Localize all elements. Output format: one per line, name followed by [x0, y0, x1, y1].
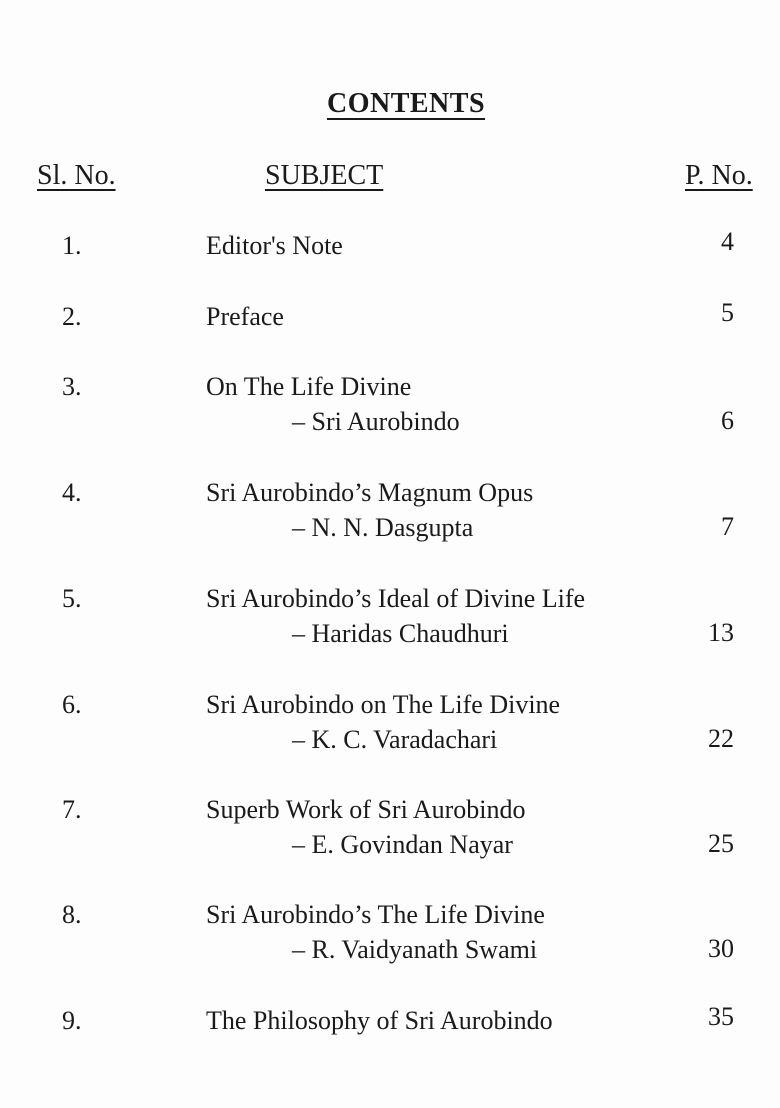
entry-subject: Preface — [206, 302, 284, 331]
entry-page: 35 — [708, 1002, 734, 1031]
entry-author: – R. Vaidyanath Swami — [292, 935, 538, 964]
entry-subject: Sri Aurobindo on The Life Divine — [206, 690, 561, 719]
entry-page: 22 — [708, 724, 734, 753]
entry-page: 7 — [721, 512, 734, 541]
page-title — [0, 88, 780, 120]
entry-author: – N. N. Dasgupta — [292, 513, 474, 542]
entry-page: 30 — [708, 934, 734, 963]
entry-author: – Sri Aurobindo — [292, 407, 460, 436]
entry-subject: Superb Work of Sri Aurobindo — [206, 795, 526, 824]
entry-author: – E. Govindan Nayar — [292, 830, 513, 859]
entry-number: 5. — [62, 584, 82, 613]
entry-number: 9. — [62, 1006, 82, 1035]
page-title-text: CONTENTS — [326, 88, 486, 119]
entry-page: 5 — [721, 298, 734, 327]
entry-number: 1. — [62, 231, 82, 260]
entry-number: 2. — [62, 302, 82, 331]
entry-number: 4. — [62, 478, 82, 507]
entry-subject: On The Life Divine — [206, 372, 412, 401]
entry-subject: The Philosophy of Sri Aurobindo — [206, 1006, 553, 1035]
entry-page: 4 — [721, 227, 734, 256]
entry-author: – Haridas Chaudhuri — [292, 619, 509, 648]
entry-number: 7. — [62, 795, 82, 824]
entry-page: 25 — [708, 829, 734, 858]
column-header-page: P. No. — [685, 160, 753, 191]
entry-page: 6 — [721, 406, 734, 435]
entry-number: 6. — [62, 690, 82, 719]
column-header-subject: SUBJECT — [265, 160, 384, 191]
entry-subject: Editor's Note — [206, 231, 343, 260]
entry-number: 3. — [62, 372, 82, 401]
entry-author: – K. C. Varadachari — [292, 725, 498, 754]
column-header-serial: Sl. No. — [37, 160, 116, 191]
entry-number: 8. — [62, 900, 82, 929]
entry-subject: Sri Aurobindo’s Ideal of Divine Life — [206, 584, 586, 613]
entry-subject: Sri Aurobindo’s Magnum Opus — [206, 478, 534, 507]
entry-subject: Sri Aurobindo’s The Life Divine — [206, 900, 545, 929]
entry-page: 13 — [708, 618, 734, 647]
